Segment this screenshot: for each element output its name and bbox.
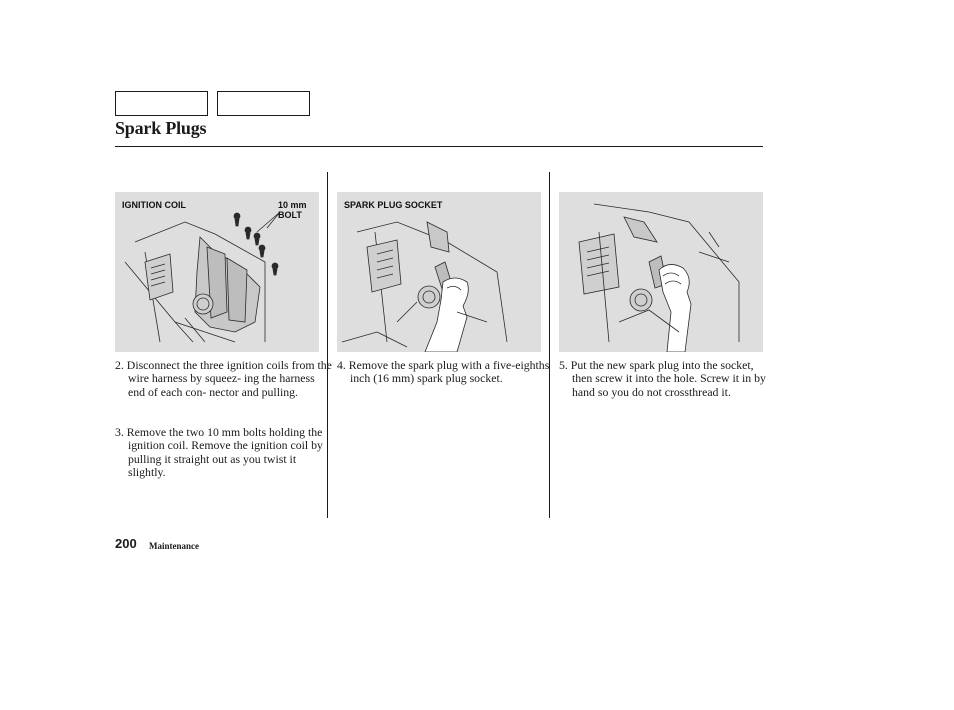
figure-label-10mm: 10 mm	[278, 200, 307, 210]
header-tab-1	[115, 91, 208, 116]
page-title: Spark Plugs	[115, 118, 207, 138]
column-divider-2	[549, 172, 550, 518]
step-3-text: 3. Remove the two 10 mm bolts holding the ignition coil. Remove the ignition coil by pulling it straight out as you twist it slightly.	[115, 425, 323, 480]
figure-label-ignition-coil: IGNITION COIL	[122, 200, 186, 210]
figure-label-spark-plug-socket: SPARK PLUG SOCKET	[344, 200, 443, 210]
header-tab-2	[217, 91, 310, 116]
page-number: 200	[115, 536, 137, 551]
figure-label-bolt: BOLT	[278, 210, 302, 220]
step-4-text: 4. Remove the spark plug with a five-eighths inch (16 mm) spark plug socket.	[337, 358, 550, 386]
step-2-text: 2. Disconnect the three ignition coils from the wire harness by squeez- ing the harness end of each con- nector and pulling.	[115, 358, 332, 399]
figure-ignition-coil	[115, 192, 319, 352]
figure-install-spark-plug	[559, 192, 763, 352]
step-5-text: 5. Put the new spark plug into the socket, then screw it into the hole. Screw it in by hand so you do not crossthread it.	[559, 358, 766, 399]
section-name: Maintenance	[149, 541, 199, 551]
figure-spark-plug-socket	[337, 192, 541, 352]
title-rule	[115, 146, 763, 147]
install-spark-plug-illustration	[559, 192, 763, 352]
spark-plug-socket-illustration	[337, 192, 541, 352]
